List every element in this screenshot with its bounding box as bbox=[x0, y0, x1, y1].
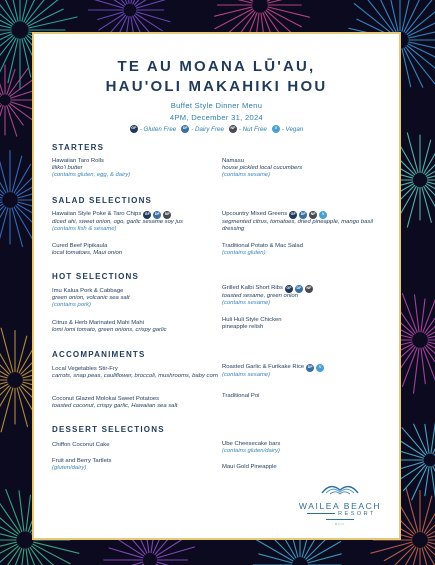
menu-item-sweet-potatoes: Coconut Glazed Molokai Sweet Potatoes toasted coconut, crispy garlic, Hawaiian sea salt bbox=[52, 396, 178, 410]
menu-item-furikake-rice: Roasted Garlic & Furikake Rice DF V (contains sesame) bbox=[222, 364, 387, 379]
firework-streak bbox=[426, 546, 435, 565]
section-accompaniments: ACCOMPANIMENTS bbox=[52, 350, 146, 359]
menu-title-line1: TE AU MOANA LŪ'AU, bbox=[117, 58, 316, 75]
firework-streak bbox=[426, 312, 435, 335]
section-starters: STARTERS bbox=[52, 143, 105, 152]
wave-logo-icon bbox=[320, 483, 360, 495]
nut-free-icon: NF bbox=[309, 211, 317, 219]
firework-streak bbox=[422, 496, 432, 532]
menu-item-pipikaula: Cured Beef Pipikaula local tomatoes, Maui onion bbox=[52, 243, 123, 257]
firework-streak bbox=[99, 14, 125, 30]
firework-streak bbox=[426, 504, 435, 534]
firework-streak bbox=[354, 4, 393, 35]
firework-streak bbox=[406, 548, 418, 565]
menu-item-kalbi: Grilled Kalbi Short Ribs GF DF NF toasted sesame, green onion (contains sesame) bbox=[222, 285, 312, 307]
firework-streak bbox=[406, 0, 435, 33]
legend-v: V - Vegan bbox=[272, 125, 303, 133]
firework-streak bbox=[425, 147, 435, 174]
menu-item-mahi-mahi: Citrus & Herb Marinated Mahi Mahi lomi lomi tomato, green onions, crispy garlic bbox=[52, 320, 167, 334]
firework-streak bbox=[308, 554, 341, 563]
firework-streak bbox=[398, 462, 424, 470]
logo-wordmark: WAILEA BEACH bbox=[298, 501, 382, 511]
firework-streak bbox=[406, 47, 435, 85]
firework-streak bbox=[26, 495, 30, 531]
dietary-legend bbox=[34, 125, 399, 133]
firework-streak bbox=[267, 0, 306, 1]
firework-streak bbox=[0, 346, 9, 374]
firework-streak bbox=[26, 549, 31, 565]
firework-streak bbox=[12, 208, 22, 247]
firework-streak bbox=[266, 10, 292, 33]
firework-streak bbox=[98, 12, 124, 20]
menu-card bbox=[32, 32, 401, 540]
gluten-free-icon: GF bbox=[143, 211, 151, 219]
firework-streak bbox=[0, 37, 14, 65]
firework-streak bbox=[426, 345, 435, 368]
firework-streak bbox=[209, 0, 252, 3]
firework-streak bbox=[399, 464, 425, 480]
menu-item-potato-mac: Traditional Potato & Mac Salad (contains gluten) bbox=[222, 243, 303, 257]
firework-streak bbox=[431, 467, 435, 499]
menu-item-kalua-pork: Imu Kalua Pork & Cabbage green onion, volcanic sea salt (contains pork) bbox=[52, 288, 130, 309]
firework-streak bbox=[404, 0, 420, 32]
firework-streak bbox=[0, 508, 18, 534]
dairy-free-icon: DF bbox=[181, 125, 189, 133]
dairy-free-icon: DF bbox=[153, 211, 161, 219]
menu-item-stir-fry: Local Vegetables Stir-Fry carrots, snap peas, cauliflower, broccoli, mushrooms, baby corn bbox=[52, 366, 218, 380]
gluten-free-icon: GF bbox=[285, 285, 293, 293]
legend-df: DF - Dairy Free bbox=[182, 125, 224, 133]
gluten-free-icon: GF bbox=[289, 211, 297, 219]
dairy-free-icon: DF bbox=[306, 364, 314, 372]
resort-logo bbox=[292, 482, 388, 526]
section-dessert: DESSERT SELECTIONS bbox=[52, 425, 165, 434]
firework-streak bbox=[408, 19, 435, 36]
menu-item-chiffon-cake: Chiffon Coconut Cake bbox=[52, 442, 110, 448]
menu-item-maui-pineapple: Maui Gold Pineapple bbox=[222, 464, 277, 470]
firework-streak bbox=[14, 164, 31, 193]
firework-streak bbox=[229, 10, 254, 32]
section-salad: SALAD SELECTIONS bbox=[52, 196, 153, 205]
vegan-icon: V bbox=[319, 211, 327, 219]
firework-streak bbox=[259, 554, 292, 563]
firework-streak bbox=[12, 156, 22, 192]
gluten-free-icon: GF bbox=[130, 125, 138, 133]
firework-streak bbox=[431, 417, 435, 454]
firework-streak bbox=[93, 0, 123, 8]
menu-item-upcountry-greens: Upcountry Mixed Greens GF DF NF V segmented citrus, tomatoes, dried pineapple, mango basil dressing bbox=[222, 211, 373, 233]
firework-streak bbox=[388, 546, 414, 565]
nut-free-icon: NF bbox=[305, 285, 313, 293]
logo-location: MAUI bbox=[334, 523, 346, 526]
firework-streak bbox=[409, 27, 435, 38]
firework-streak bbox=[136, 0, 169, 8]
firework-streak bbox=[109, 548, 143, 558]
firework-streak bbox=[17, 336, 27, 372]
menu-item-poke: Hawaiian Style Poke & Taro Chips GF DF NF diced ahi, sweet onion, ogo, garlic sesame soy jus (contains fish & sesame) bbox=[52, 211, 183, 233]
legend-gf: GF - Gluten Free bbox=[131, 125, 177, 133]
menu-item-tartlets: Fruit and Berry Tartlets (gluten/dairy) bbox=[52, 458, 112, 472]
firework-streak bbox=[402, 49, 411, 87]
firework-streak bbox=[384, 544, 413, 561]
firework-streak bbox=[0, 36, 13, 65]
firework-streak bbox=[0, 105, 1, 132]
menu-subtitle: Buffet Style Dinner Menu bbox=[170, 101, 263, 110]
event-date: 4PM, December 31, 2024 bbox=[169, 113, 264, 122]
menu-item-ube-cheesecake: Ube Cheesecake bars (contains gluten/dairy) bbox=[222, 441, 281, 455]
firework-streak bbox=[0, 106, 3, 131]
firework-streak bbox=[217, 0, 252, 1]
vegan-icon: V bbox=[272, 125, 280, 133]
dairy-free-icon: DF bbox=[295, 285, 303, 293]
dairy-free-icon: DF bbox=[299, 211, 307, 219]
menu-title-line2: HAU'OLI MAKAHIKI HOU bbox=[105, 78, 328, 95]
firework-streak bbox=[17, 388, 27, 427]
menu-item-poi: Traditional Poi bbox=[222, 393, 260, 399]
logo-resort: RESORT bbox=[338, 511, 376, 517]
legend-nf: NF - Nut Free bbox=[230, 125, 267, 133]
menu-item-huli-chicken: Huli Huli Style Chicken pineapple relish bbox=[222, 317, 282, 331]
section-hot: HOT SELECTIONS bbox=[52, 272, 140, 281]
firework-streak bbox=[422, 140, 431, 173]
nut-free-icon: NF bbox=[163, 211, 171, 219]
menu-item-taro-rolls: Hawaiian Taro Rolls liliko'i butter (contains gluten, egg, & dairy) bbox=[52, 158, 131, 179]
nut-free-icon: NF bbox=[229, 125, 237, 133]
firework-streak bbox=[421, 299, 425, 332]
vegan-icon: V bbox=[316, 364, 324, 372]
firework-streak bbox=[0, 542, 16, 552]
firework-streak bbox=[268, 0, 307, 3]
firework-streak bbox=[28, 9, 63, 26]
firework-streak bbox=[136, 14, 162, 31]
menu-item-namasu: Namasu house pickled local cucumbers (contains sesame) bbox=[222, 158, 303, 179]
